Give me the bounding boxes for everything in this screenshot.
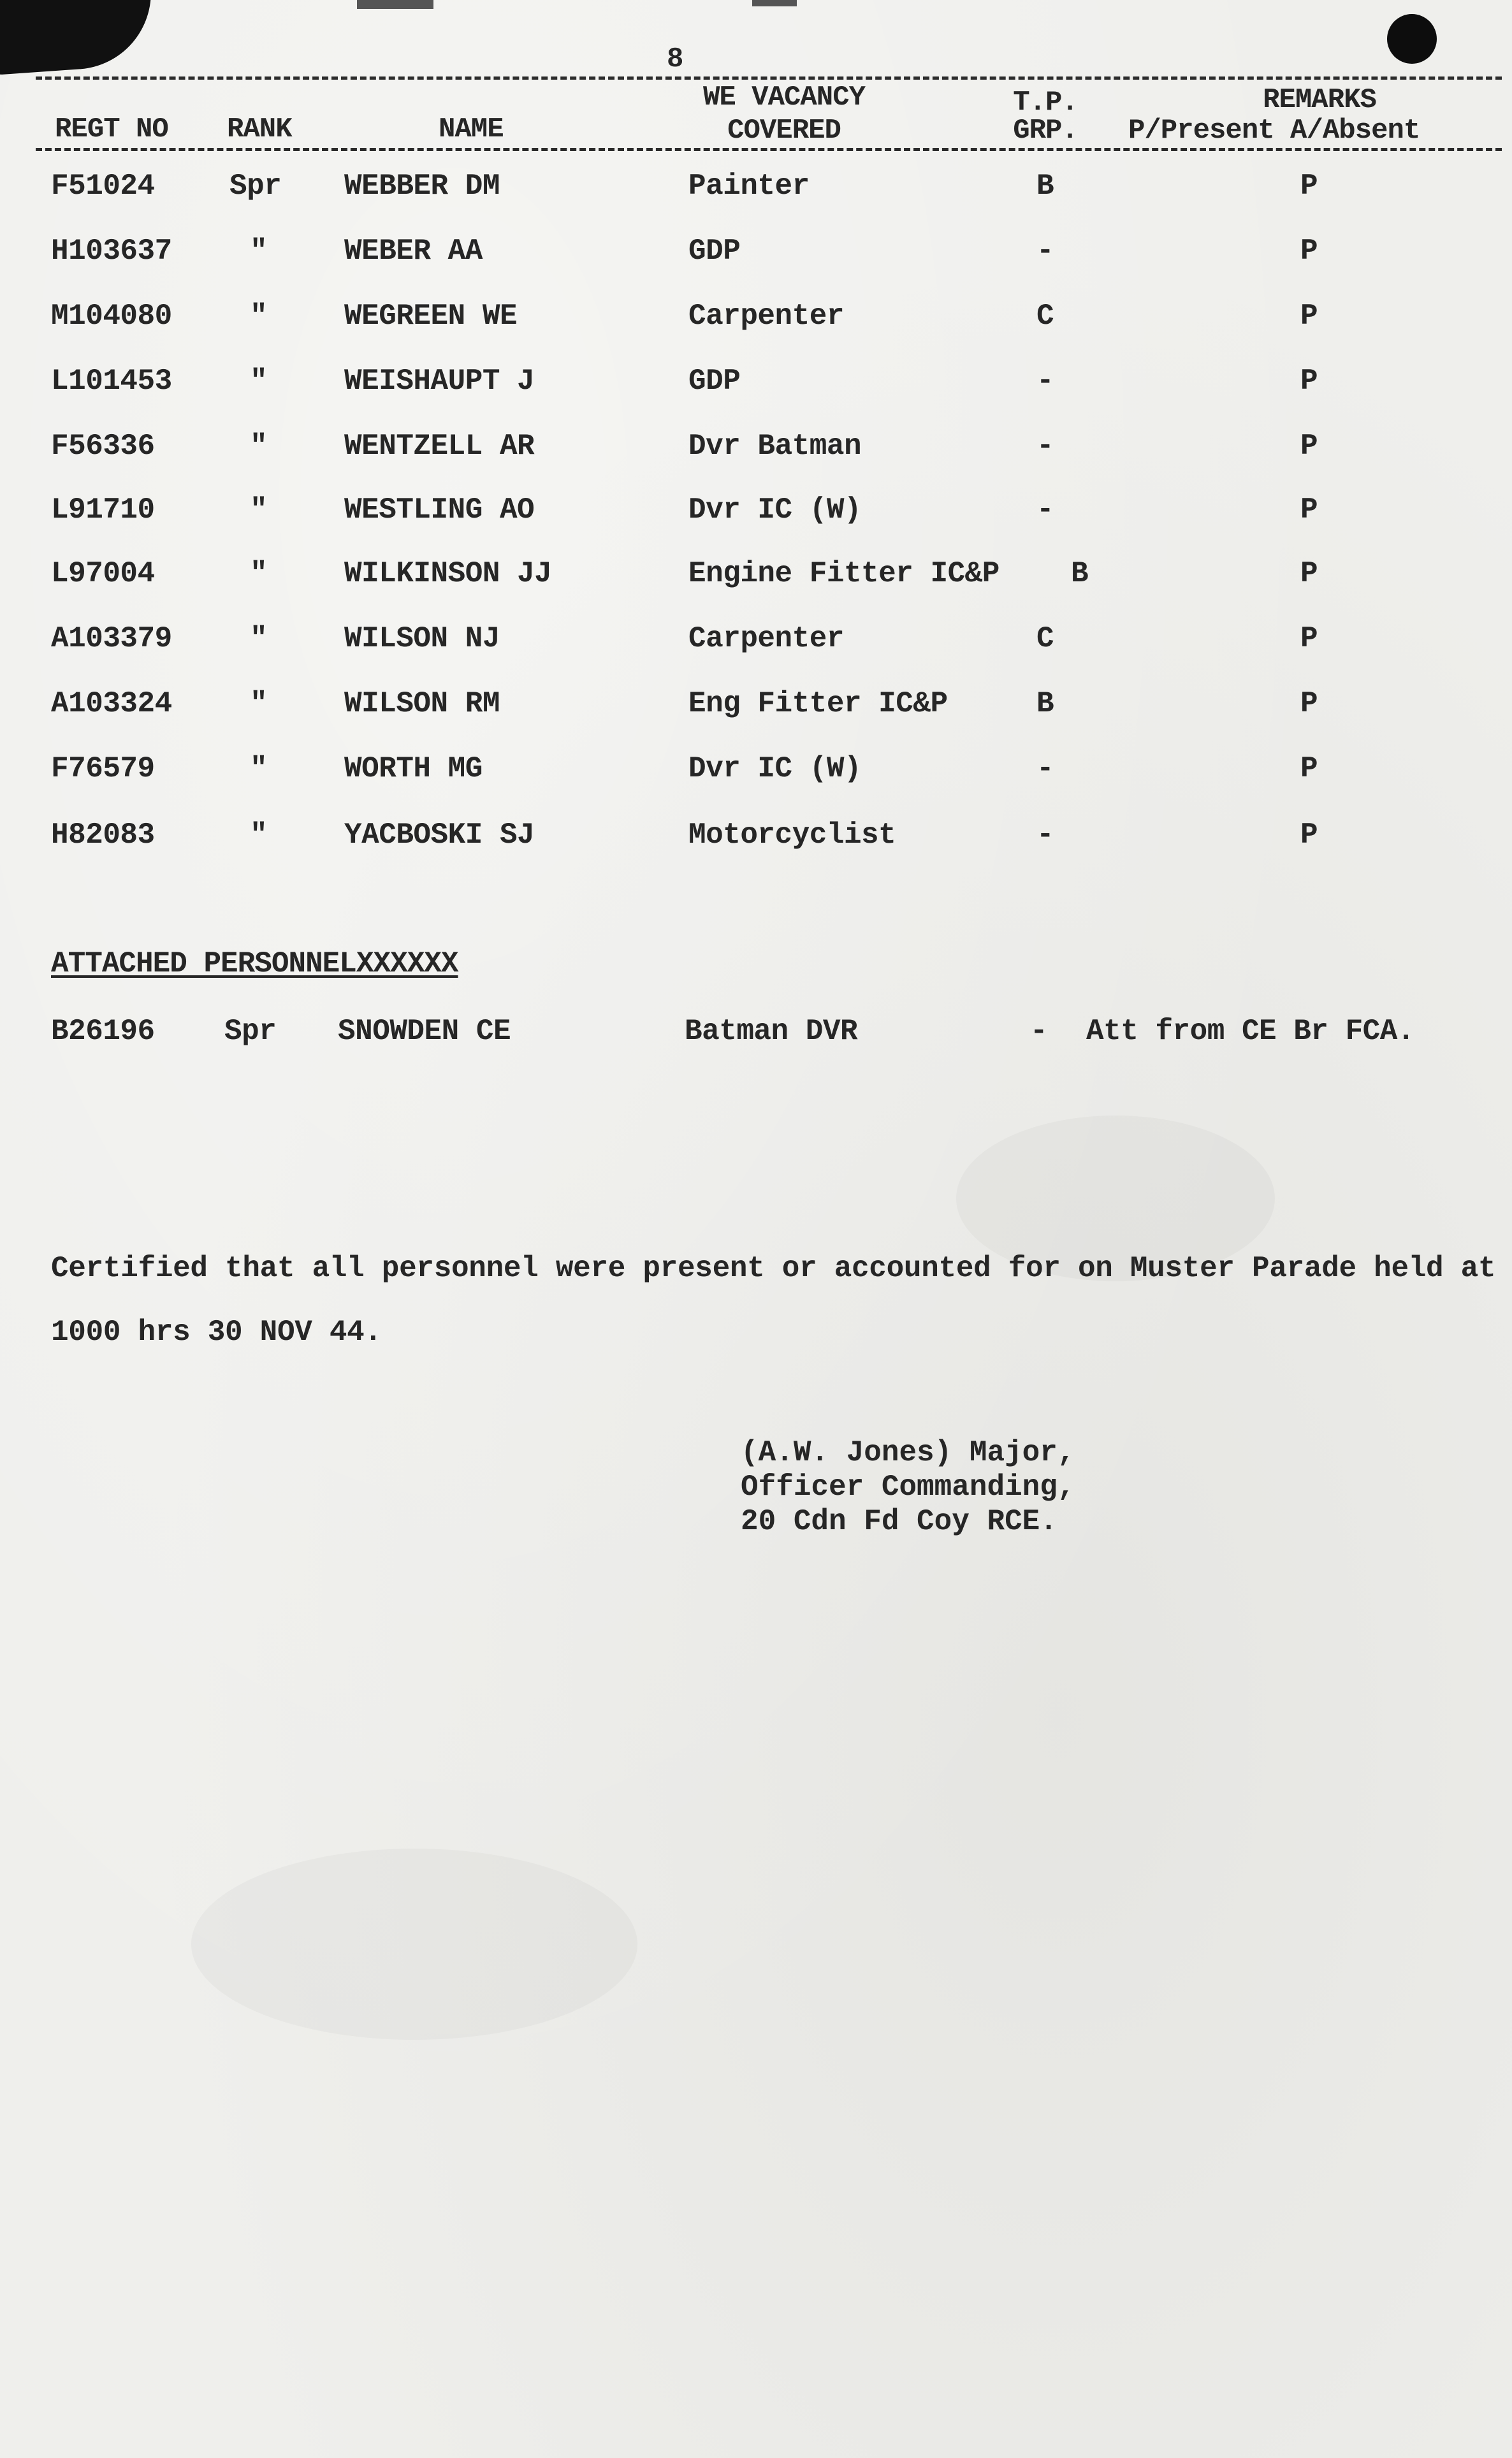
cell-vacancy: Eng Fitter IC&P: [688, 687, 948, 720]
cell-regt-no: F56336: [51, 430, 155, 463]
cell-regt-no: H82083: [51, 818, 155, 852]
cell-remark: P: [1300, 493, 1318, 527]
cell-name: WENTZELL AR: [344, 430, 535, 463]
cell-name: YACBOSKI SJ: [344, 818, 535, 852]
cell-rank: ": [250, 300, 268, 333]
cell-vacancy: GDP: [688, 365, 741, 398]
cell-name: WEISHAUPT J: [344, 365, 535, 398]
header-remarks: REMARKS: [1263, 84, 1376, 116]
ink-blot: [0, 0, 156, 76]
cell-vacancy: Carpenter: [688, 300, 844, 333]
cell-rank: ": [250, 557, 268, 590]
cell-regt-no: M104080: [51, 300, 172, 333]
cell-remark: Att from CE Br FCA.: [1086, 1015, 1414, 1048]
cell-name: SNOWDEN CE: [338, 1015, 511, 1048]
cell-remark: P: [1300, 752, 1318, 785]
cell-tp-grp: C: [1036, 622, 1054, 655]
cell-tp-grp: -: [1036, 430, 1054, 463]
cell-regt-no: H103637: [51, 235, 172, 268]
cell-tp-grp: -: [1036, 752, 1054, 785]
cell-rank: ": [250, 493, 268, 527]
cell-remark: P: [1300, 687, 1318, 720]
header-covered: COVERED: [727, 115, 841, 147]
header-tp: T.P.: [1013, 87, 1078, 119]
hole-punch: [1387, 14, 1437, 64]
cell-remark: P: [1300, 557, 1318, 590]
header-we-vacancy: WE VACANCY: [702, 82, 866, 113]
cell-remark: P: [1300, 235, 1318, 268]
header-rank: RANK: [227, 113, 292, 145]
cell-regt-no: B26196: [51, 1015, 155, 1048]
cell-tp-grp: B: [1071, 557, 1089, 590]
cell-tp-grp: -: [1036, 235, 1054, 268]
certification-text: Certified that all personnel were present or accounted for on Muster Parade held at 1000 hrs 30 NOV 44.: [51, 1252, 1496, 1349]
header-present-absent: P/Present A/Absent: [1128, 115, 1420, 147]
header-name: NAME: [439, 113, 504, 145]
cell-vacancy: Engine Fitter IC&P: [688, 557, 1000, 590]
cell-vacancy: Batman DVR: [685, 1015, 858, 1048]
cell-name: WEBBER DM: [344, 170, 500, 203]
cell-remark: P: [1300, 365, 1318, 398]
cell-tp-grp: -: [1036, 493, 1054, 527]
cell-tp-grp: -: [1030, 1015, 1048, 1048]
signature-unit: 20 Cdn Fd Coy RCE.: [741, 1505, 1058, 1538]
cell-regt-no: A103379: [51, 622, 172, 655]
header-bottom-rule: [36, 148, 1502, 151]
cell-tp-grp: B: [1036, 687, 1054, 720]
cell-tp-grp: -: [1036, 365, 1054, 398]
cell-vacancy: Painter: [688, 170, 810, 203]
cell-name: WILKINSON JJ: [344, 557, 552, 590]
cell-rank: ": [250, 818, 268, 852]
cell-rank: ": [250, 365, 268, 398]
cell-tp-grp: C: [1036, 300, 1054, 333]
cell-tp-grp: -: [1036, 818, 1054, 852]
cell-vacancy: Dvr Batman: [688, 430, 862, 463]
cell-name: WESTLING AO: [344, 493, 535, 527]
cell-name: WEBER AA: [344, 235, 483, 268]
cell-remark: P: [1300, 622, 1318, 655]
header-regt-no: REGT NO: [55, 113, 168, 145]
top-edge-mark: [357, 0, 433, 9]
header-top-rule: [36, 76, 1502, 80]
signature-officer-name: (A.W. Jones) Major,: [741, 1436, 1075, 1469]
signature-block: [741, 1436, 1075, 1539]
cell-name: WILSON NJ: [344, 622, 500, 655]
cell-vacancy: GDP: [688, 235, 741, 268]
cell-rank: ": [250, 235, 268, 268]
header-grp: GRP.: [1013, 115, 1078, 147]
cell-regt-no: L101453: [51, 365, 172, 398]
cell-regt-no: A103324: [51, 687, 172, 720]
cell-remark: P: [1300, 170, 1318, 203]
signature-officer-title: Officer Commanding,: [741, 1471, 1075, 1504]
cell-rank: ": [250, 752, 268, 785]
cell-regt-no: L91710: [51, 493, 155, 527]
cell-vacancy: Dvr IC (W): [688, 493, 862, 527]
cell-remark: P: [1300, 430, 1318, 463]
cell-name: WORTH MG: [344, 752, 483, 785]
cell-name: WEGREEN WE: [344, 300, 518, 333]
paper-smudge: [191, 1849, 637, 2040]
top-edge-mark: [752, 0, 797, 6]
cell-rank: ": [250, 622, 268, 655]
cell-rank: ": [250, 687, 268, 720]
cell-regt-no: F76579: [51, 752, 155, 785]
cell-tp-grp: B: [1036, 170, 1054, 203]
cell-remark: P: [1300, 300, 1318, 333]
cell-vacancy: Carpenter: [688, 622, 844, 655]
cell-name: WILSON RM: [344, 687, 500, 720]
cell-rank: Spr: [224, 1015, 277, 1048]
cell-vacancy: Motorcyclist: [688, 818, 896, 852]
page-number: 8: [667, 43, 684, 75]
cell-regt-no: F51024: [51, 170, 155, 203]
attached-personnel-title: ATTACHED PERSONNELXXXXXX: [51, 947, 458, 980]
cell-remark: P: [1300, 818, 1318, 852]
cell-vacancy: Dvr IC (W): [688, 752, 862, 785]
cell-rank: ": [250, 430, 268, 463]
cell-regt-no: L97004: [51, 557, 155, 590]
cell-rank: Spr: [229, 170, 282, 203]
